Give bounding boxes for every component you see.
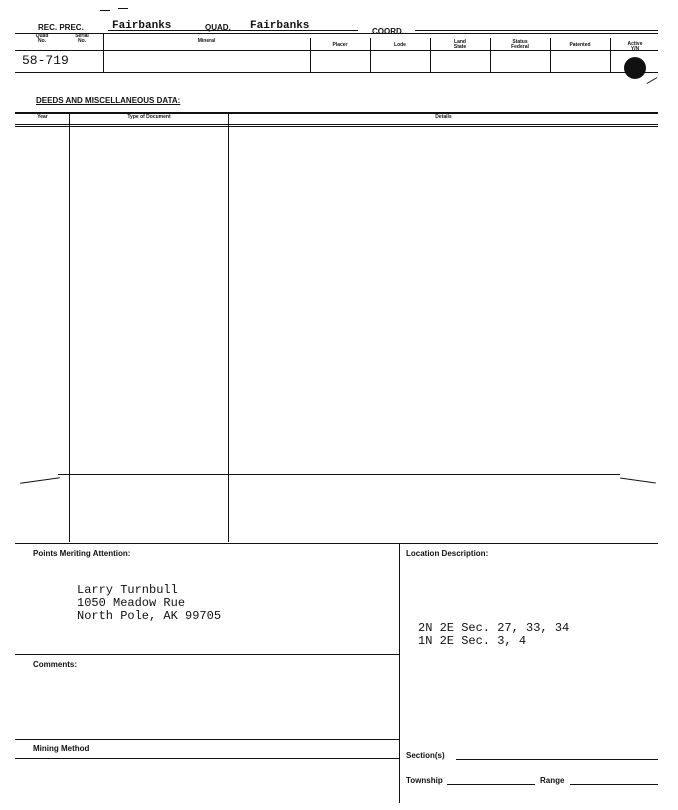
deeds-fold-line bbox=[58, 474, 620, 475]
township-fill-line bbox=[447, 784, 535, 785]
header-section bbox=[0, 0, 678, 90]
range-fill-line bbox=[570, 784, 658, 785]
deeds-fold-curve-right bbox=[620, 477, 656, 483]
address-line: Larry Turnbull bbox=[77, 583, 178, 597]
header-row-line bbox=[15, 72, 658, 73]
col-quad-no: Quad No. bbox=[35, 33, 49, 44]
deeds-col-details: Details bbox=[435, 114, 452, 120]
rec-prec-label: REC. PREC. bbox=[38, 23, 84, 32]
deeds-col-type: Type of Document bbox=[127, 114, 171, 120]
mining-rule bbox=[15, 739, 399, 740]
range-label: Range bbox=[540, 776, 565, 785]
header-top-line-right bbox=[415, 30, 658, 31]
header-row-line bbox=[15, 50, 658, 51]
township-label: Township bbox=[406, 776, 443, 785]
deeds-col-divider bbox=[69, 112, 70, 542]
col-serial-no: Serial No. bbox=[75, 33, 89, 44]
deeds-fold-curve-left bbox=[20, 477, 60, 484]
address-block bbox=[77, 583, 221, 622]
mining-under-rule bbox=[15, 758, 399, 759]
quad-value: Fairbanks bbox=[250, 20, 310, 32]
col-patented: Patented bbox=[569, 42, 591, 48]
bottom-divider bbox=[399, 543, 400, 803]
col-active: Active Y/N bbox=[627, 41, 643, 52]
active-filled-circle-icon bbox=[624, 57, 646, 79]
location-label: Location Description: bbox=[406, 549, 489, 558]
header-top-line bbox=[108, 30, 358, 31]
col-lode: Lode bbox=[394, 42, 406, 48]
header-col-divider bbox=[610, 38, 611, 72]
deeds-col-year: Year bbox=[37, 114, 48, 120]
col-land-state: Land State bbox=[453, 39, 467, 50]
header-top-dash bbox=[118, 8, 128, 9]
quad-no-value: 58-719 bbox=[22, 53, 69, 68]
deeds-col-divider bbox=[228, 112, 229, 542]
sections-fill-line bbox=[456, 759, 658, 760]
deeds-title: DEEDS AND MISCELLANEOUS DATA: bbox=[36, 96, 181, 105]
deeds-top-rule bbox=[15, 112, 658, 114]
address-line: 1050 Meadow Rue bbox=[77, 596, 186, 610]
location-line: 2N 2E Sec. 27, 33, 34 bbox=[418, 621, 570, 635]
col-status-federal: Status Federal bbox=[511, 39, 529, 50]
bottom-top-rule bbox=[15, 543, 658, 544]
sections-label: Section(s) bbox=[406, 751, 445, 760]
header-row-line bbox=[15, 33, 658, 34]
rec-prec-value: Fairbanks bbox=[112, 20, 172, 32]
comments-rule bbox=[15, 654, 399, 655]
mining-label: Mining Method bbox=[33, 744, 90, 753]
header-top-dash bbox=[100, 10, 110, 11]
address-line: North Pole, AK 99705 bbox=[77, 609, 222, 623]
location-lines bbox=[418, 621, 569, 647]
location-line: 1N 2E Sec. 3, 4 bbox=[418, 634, 527, 648]
col-placer: Placer bbox=[332, 42, 348, 48]
points-label: Points Meriting Attention: bbox=[33, 549, 131, 558]
header-bottom-tail bbox=[647, 77, 658, 84]
deeds-head-rule bbox=[15, 124, 658, 125]
deeds-head-rule-2 bbox=[15, 126, 658, 127]
quad-label: QUAD. bbox=[205, 23, 231, 32]
coord-label: COORD. bbox=[372, 27, 404, 36]
col-mineral: Mineral bbox=[197, 38, 216, 44]
comments-label: Comments: bbox=[33, 660, 78, 669]
deeds-section bbox=[0, 90, 678, 542]
